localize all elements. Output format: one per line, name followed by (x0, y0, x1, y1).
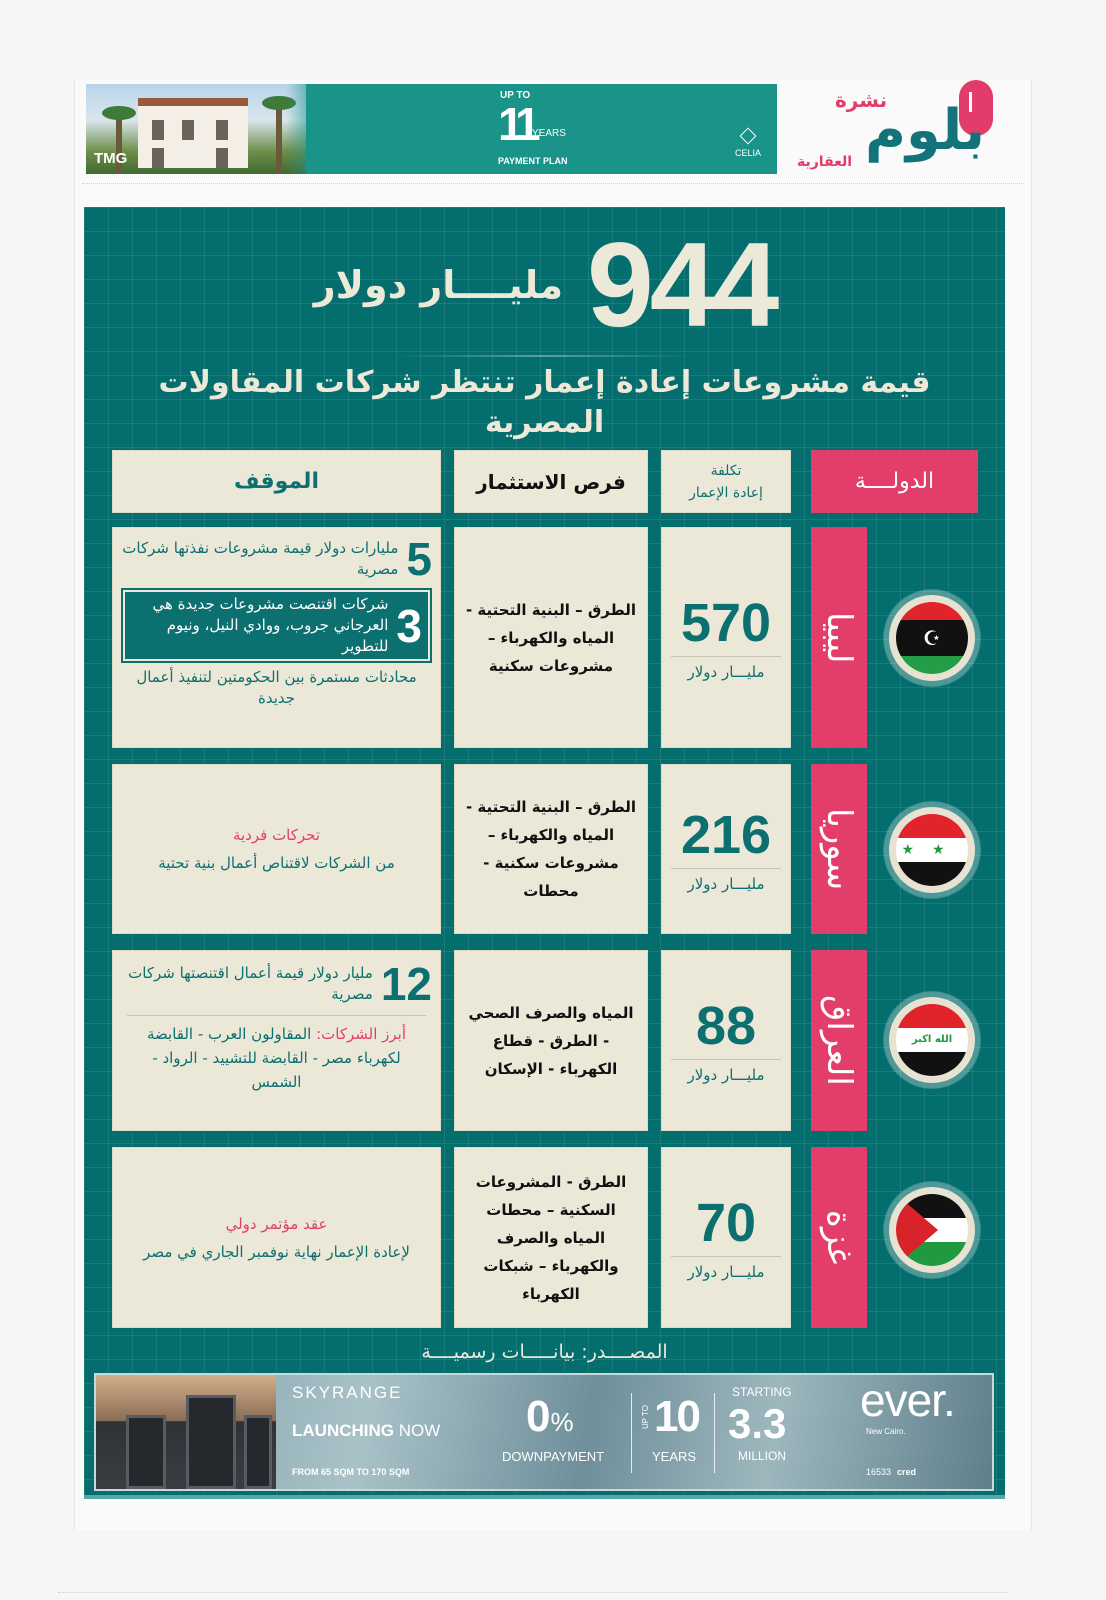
villa-illustration (138, 98, 248, 168)
infographic-subtitle: قيمة مشروعات إعادة إعمار تنتظر شركات المقاولات المصرية (158, 365, 931, 440)
column-header-country (811, 450, 978, 513)
libya-flag-icon: ☪ (889, 595, 975, 681)
stance-cell (112, 1147, 441, 1328)
stance-text: من الشركات لاقتناص أعمال بنية تحتية (158, 854, 395, 872)
cred-logo: cred (897, 1467, 917, 1477)
stat-number: 12 (380, 958, 432, 1010)
ad-payment-plan: PAYMENT PLAN (498, 156, 568, 166)
cost-cell (661, 527, 791, 748)
stance-highlight: عقد مؤتمر دولي (225, 1214, 328, 1233)
headline-unit: مليــــار دولار (313, 263, 563, 307)
stance-text: لإعادة الإعمار نهاية نوفمبر الجاري في مصر (143, 1242, 410, 1261)
ad-divider (714, 1393, 715, 1473)
column-header-cost-line2: إعادة الإعمار (689, 484, 763, 501)
column-header-cost-line1: تكلفة (710, 462, 742, 479)
ad-downpayment-label: DOWNPAYMENT (502, 1449, 605, 1464)
ad-downpayment (526, 1393, 574, 1446)
ad-downpayment-pct: % (550, 1407, 574, 1437)
bloom-logo[interactable] (797, 80, 1005, 180)
ad-upto: UP TO (500, 90, 531, 101)
cost-unit: مليـــار دولار (687, 663, 765, 681)
investment-text: الطرق – البنية التحتية - المياه والكهرباء – مشروعات سكنية - محطات (465, 798, 637, 900)
country-name-gaza (811, 1147, 867, 1328)
stance-text: المقاولون العرب - القابضة لكهرباء مصر - القابضة للتشييد - الرواد - الشمس (146, 1025, 401, 1091)
country-name-label: العراق (819, 995, 859, 1086)
iraq-flag-text: الله اكبر (911, 1034, 953, 1045)
cost-unit: مليـــار دولار (687, 1263, 765, 1281)
ad-launch-rest: NOW (398, 1421, 441, 1440)
syria-flag-icon: ★★ (889, 807, 975, 893)
cost-value: 70 (695, 1193, 757, 1253)
hotline-number: 16533 (866, 1467, 892, 1477)
investment-cell (454, 764, 648, 934)
stat-text: شركات اقتنصت مشروعات جديدة هي العرجاني جروب، ووادي النيل، ونيوم للتطوير (152, 595, 389, 655)
column-header-cost (661, 450, 791, 513)
cost-value: 88 (695, 996, 757, 1056)
top-banner-ad[interactable] (86, 84, 777, 174)
ever-sub: New Cairo. (866, 1427, 906, 1436)
ad-divider (631, 1393, 632, 1473)
logo-line2: العقارية (797, 154, 853, 170)
investment-cell (454, 950, 648, 1131)
building-photo (96, 1375, 276, 1489)
ad-downpayment-value: 0 (526, 1392, 551, 1441)
country-name-libya (811, 527, 867, 748)
ever-logo: ever. (860, 1374, 955, 1426)
stat-text: مليارات دولار قيمة مشروعات نفذتها شركات مصرية (122, 539, 399, 578)
cost-unit: مليـــار دولار (687, 1066, 765, 1084)
tmg-logo: TMG (94, 150, 128, 167)
source-note: المصــــدر: بيانـــــات رسميــــة (421, 1341, 668, 1363)
ad-upto: UP TO (641, 1405, 650, 1430)
celia-diamond-icon (740, 128, 757, 145)
stance-companies (121, 1022, 432, 1094)
ad-starting: STARTING (732, 1385, 792, 1399)
ad-project: SKYRANGE (292, 1383, 403, 1402)
stance-cell (112, 527, 441, 748)
palestine-flag-icon (889, 1187, 975, 1273)
country-name-label: ليبيا (819, 611, 859, 664)
stance-highlight: أبرز الشركات: (316, 1025, 407, 1043)
column-header-stance (112, 450, 441, 513)
ad-price-unit: MILLION (738, 1449, 787, 1463)
cost-cell (661, 950, 791, 1131)
ad-launch-bold: LAUNCHING (292, 1421, 394, 1440)
bottom-banner-ad[interactable] (94, 1373, 994, 1491)
cost-value: 216 (680, 804, 772, 865)
cost-unit: مليـــار دولار (687, 874, 765, 893)
stat-number: 5 (406, 533, 432, 585)
column-header-investment-label: فرص الاستثمار (476, 469, 626, 494)
column-header-investment (454, 450, 648, 513)
investment-text: المياه والصرف الصحي - الطرق - قطاع الكهرباء - الإسكان (468, 1003, 634, 1078)
stat-block (121, 534, 432, 584)
cost-cell (661, 1147, 791, 1328)
celia-label: CELIA (734, 148, 761, 158)
logo-brand: بلوم (864, 98, 985, 163)
ad-launch (292, 1421, 440, 1441)
header-divider (82, 183, 1024, 184)
cost-cell (661, 764, 791, 934)
infographic (84, 207, 1005, 1499)
stat-block-highlight (123, 590, 430, 661)
photo-fade (286, 84, 326, 174)
ad-years-label: YEARS (532, 128, 566, 139)
stat-block (121, 959, 432, 1009)
ad-years-label: YEARS (652, 1449, 697, 1464)
investment-text: الطرق - المشروعات السكنية – محطات المياه والصرف والكهرباء – شبكات الكهرباء (475, 1172, 627, 1303)
stance-note: محادثات مستمرة بين الحكومتين لتنفيذ أعمال جديدة (136, 668, 417, 707)
ad-price-value: 3.3 (728, 1400, 787, 1447)
country-name-iraq (811, 950, 867, 1131)
logo-line1: نشرة (835, 88, 888, 112)
column-header-country-label: الدولــــة (854, 469, 935, 494)
ad-years-value: 10 (654, 1392, 699, 1441)
ad-hotline (866, 1467, 922, 1477)
palm-tree-icon (276, 104, 282, 174)
country-name-label: سوريا (819, 807, 859, 891)
headline-number: 944 (586, 218, 776, 352)
investment-text: الطرق – البنية التحتية - المياه والكهرباء – مشروعات سكنية (465, 600, 637, 675)
footer-divider (58, 1592, 1008, 1593)
celia-logo (726, 130, 770, 158)
ad-size-range: FROM 65 SQM TO 170 SQM (292, 1467, 410, 1477)
stance-cell (112, 764, 441, 934)
stance-highlight: تحركات فردية (232, 826, 321, 844)
country-name-syria (811, 764, 867, 934)
stat-text: مليار دولار قيمة أعمال اقتنصتها شركات مصرية (128, 964, 373, 1003)
headline (84, 218, 1005, 352)
iraq-flag-icon (889, 997, 975, 1083)
ad-years-number: 11 (498, 98, 535, 150)
headline-divider (394, 355, 694, 357)
column-header-stance-label: الموقف (234, 469, 319, 494)
cost-value: 570 (680, 593, 772, 653)
investment-cell (454, 527, 648, 748)
country-name-label: غزة (819, 1210, 859, 1265)
investment-cell (454, 1147, 648, 1328)
stat-number: 3 (396, 599, 422, 652)
stance-cell (112, 950, 441, 1131)
